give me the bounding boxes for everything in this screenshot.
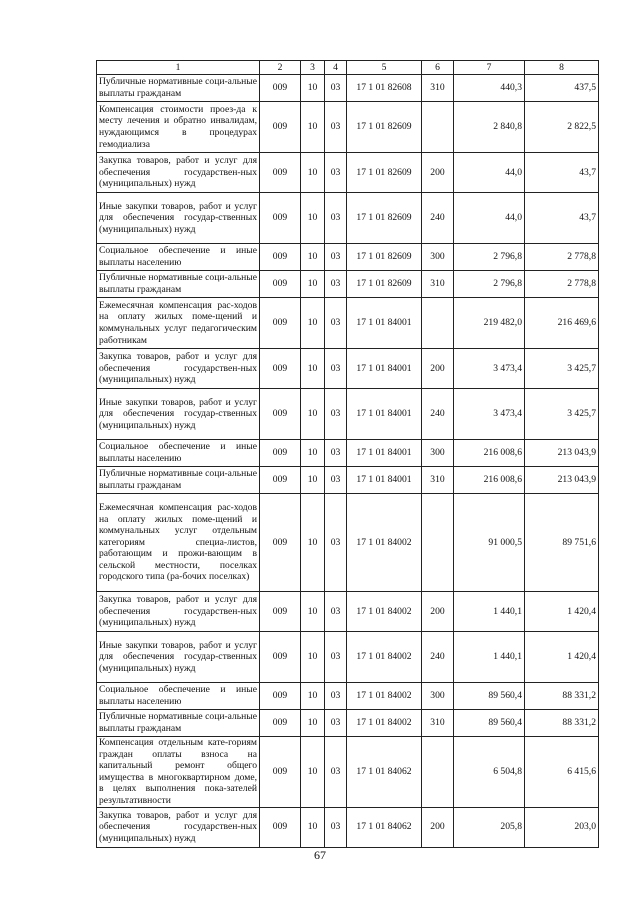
section-code-cell: 009 [260, 632, 301, 683]
expense-type-cell: 300 [422, 440, 454, 467]
expense-type-cell: 200 [422, 807, 454, 847]
row-name-cell: Иные закупки товаров, работ и услуг для обеспечения государ-ственных (муниципальных) нужд [97, 193, 260, 244]
subsection-cell: 03 [325, 494, 347, 592]
amount-actual-cell: 89 751,6 [525, 494, 599, 592]
amount-planned-cell: 216 008,6 [454, 467, 525, 494]
amount-actual-cell: 437,5 [525, 75, 599, 102]
table-row [97, 632, 599, 683]
amount-planned-cell: 3 473,4 [454, 389, 525, 440]
subsection-cell: 03 [325, 102, 347, 153]
subsection-cell: 03 [325, 440, 347, 467]
header-cell: 2 [260, 61, 301, 75]
row-name-cell: Публичные нормативные соци-альные выплаты гражданам [97, 75, 260, 102]
section-cell: 10 [301, 440, 325, 467]
target-article-cell: 17 1 01 84002 [347, 632, 422, 683]
target-article-cell: 17 1 01 84001 [347, 349, 422, 389]
row-name-cell: Публичные нормативные соци-альные выплаты гражданам [97, 271, 260, 298]
row-name-cell: Закупка товаров, работ и услуг для обеспечения государствен-ных (муниципальных) нужд [97, 807, 260, 847]
target-article-cell: 17 1 01 82608 [347, 75, 422, 102]
amount-planned-cell: 1 440,1 [454, 592, 525, 632]
section-code-cell: 009 [260, 440, 301, 467]
amount-planned-cell: 2 840,8 [454, 102, 525, 153]
expense-type-cell: 240 [422, 389, 454, 440]
row-name-cell: Ежемесячная компенсация рас-ходов на оплату жилых поме-щений и коммунальных услуг педагогическим работникам [97, 298, 260, 349]
section-code-cell: 009 [260, 193, 301, 244]
section-cell: 10 [301, 389, 325, 440]
amount-actual-cell: 213 043,9 [525, 467, 599, 494]
target-article-cell: 17 1 01 84001 [347, 389, 422, 440]
row-name-cell: Компенсация стоимости проез-да к месту лечения и обратно инвалидам, нуждающимся в процедурах гемодиализа [97, 102, 260, 153]
expense-type-cell: 200 [422, 153, 454, 193]
amount-actual-cell: 43,7 [525, 153, 599, 193]
table-row [97, 389, 599, 440]
target-article-cell: 17 1 01 84001 [347, 467, 422, 494]
amount-planned-cell: 1 440,1 [454, 632, 525, 683]
expense-type-cell: 310 [422, 75, 454, 102]
amount-actual-cell: 6 415,6 [525, 737, 599, 808]
row-name-cell: Ежемесячная компенсация рас-ходов на оплату жилых поме-щений и коммунальных услуг отдельным категориям специа-листов, работающим и прожи-вающим в сельской местности, поселках городского типа (ра-бочих поселках) [97, 494, 260, 592]
amount-planned-cell: 2 796,8 [454, 244, 525, 271]
table-row [97, 737, 599, 808]
row-name-cell: Публичные нормативные соци-альные выплаты гражданам [97, 710, 260, 737]
amount-actual-cell: 43,7 [525, 193, 599, 244]
section-code-cell: 009 [260, 592, 301, 632]
section-code-cell: 009 [260, 349, 301, 389]
row-name-cell: Закупка товаров, работ и услуг для обеспечения государствен-ных (муниципальных) нужд [97, 349, 260, 389]
amount-planned-cell: 89 560,4 [454, 710, 525, 737]
row-name-cell: Компенсация отдельным кате-гориям граждан оплаты взноса на капитальный ремонт общего имущества в многоквартирном доме, в целях выполнения пока-зателей результативности [97, 737, 260, 808]
section-cell: 10 [301, 737, 325, 808]
expense-type-cell: 240 [422, 632, 454, 683]
target-article-cell: 17 1 01 84001 [347, 440, 422, 467]
subsection-cell: 03 [325, 193, 347, 244]
subsection-cell: 03 [325, 298, 347, 349]
header-cell: 3 [301, 61, 325, 75]
section-code-cell: 009 [260, 494, 301, 592]
amount-actual-cell: 88 331,2 [525, 710, 599, 737]
subsection-cell: 03 [325, 75, 347, 102]
header-cell: 5 [347, 61, 422, 75]
target-article-cell: 17 1 01 82609 [347, 153, 422, 193]
section-cell: 10 [301, 494, 325, 592]
amount-actual-cell: 2 778,8 [525, 271, 599, 298]
amount-actual-cell: 2 822,5 [525, 102, 599, 153]
table-row [97, 683, 599, 710]
header-cell: 8 [525, 61, 599, 75]
section-code-cell: 009 [260, 683, 301, 710]
section-code-cell: 009 [260, 271, 301, 298]
section-cell: 10 [301, 592, 325, 632]
amount-actual-cell: 2 778,8 [525, 244, 599, 271]
header-cell: 7 [454, 61, 525, 75]
row-name-cell: Закупка товаров, работ и услуг для обеспечения государствен-ных (муниципальных) нужд [97, 153, 260, 193]
section-cell: 10 [301, 102, 325, 153]
table-row [97, 807, 599, 847]
table-row [97, 494, 599, 592]
amount-planned-cell: 91 000,5 [454, 494, 525, 592]
table-row [97, 349, 599, 389]
table-row [97, 298, 599, 349]
table-row [97, 193, 599, 244]
amount-planned-cell: 44,0 [454, 193, 525, 244]
table-row [97, 271, 599, 298]
row-name-cell: Публичные нормативные соци-альные выплаты гражданам [97, 467, 260, 494]
subsection-cell: 03 [325, 592, 347, 632]
expense-type-cell: 310 [422, 710, 454, 737]
section-code-cell: 009 [260, 153, 301, 193]
amount-planned-cell: 216 008,6 [454, 440, 525, 467]
target-article-cell: 17 1 01 82609 [347, 102, 422, 153]
section-cell: 10 [301, 807, 325, 847]
table-row [97, 244, 599, 271]
table-row [97, 75, 599, 102]
amount-planned-cell: 205,8 [454, 807, 525, 847]
amount-planned-cell: 6 504,8 [454, 737, 525, 808]
table-row [97, 592, 599, 632]
subsection-cell: 03 [325, 737, 347, 808]
target-article-cell: 17 1 01 82609 [347, 244, 422, 271]
table-row [97, 153, 599, 193]
expense-type-cell [422, 494, 454, 592]
target-article-cell: 17 1 01 82609 [347, 271, 422, 298]
amount-actual-cell: 203,0 [525, 807, 599, 847]
section-cell: 10 [301, 349, 325, 389]
row-name-cell: Социальное обеспечение и иные выплаты населению [97, 683, 260, 710]
expense-type-cell: 240 [422, 193, 454, 244]
amount-actual-cell: 3 425,7 [525, 349, 599, 389]
row-name-cell: Иные закупки товаров, работ и услуг для обеспечения государ-ственных (муниципальных) нужд [97, 389, 260, 440]
section-cell: 10 [301, 632, 325, 683]
target-article-cell: 17 1 01 82609 [347, 193, 422, 244]
section-cell: 10 [301, 244, 325, 271]
amount-actual-cell: 1 420,4 [525, 632, 599, 683]
section-cell: 10 [301, 193, 325, 244]
header-cell: 6 [422, 61, 454, 75]
expense-type-cell: 310 [422, 467, 454, 494]
amount-actual-cell: 1 420,4 [525, 592, 599, 632]
section-cell: 10 [301, 683, 325, 710]
row-name-cell: Социальное обеспечение и иные выплаты населению [97, 440, 260, 467]
section-code-cell: 009 [260, 389, 301, 440]
expense-type-cell: 300 [422, 244, 454, 271]
table-row [97, 467, 599, 494]
amount-planned-cell: 3 473,4 [454, 349, 525, 389]
amount-planned-cell: 44,0 [454, 153, 525, 193]
section-code-cell: 009 [260, 807, 301, 847]
page-number: 67 [314, 848, 326, 862]
expense-type-cell: 200 [422, 349, 454, 389]
expense-type-cell: 200 [422, 592, 454, 632]
subsection-cell: 03 [325, 807, 347, 847]
target-article-cell: 17 1 01 84002 [347, 592, 422, 632]
table-row [97, 102, 599, 153]
amount-planned-cell: 89 560,4 [454, 683, 525, 710]
subsection-cell: 03 [325, 389, 347, 440]
amount-actual-cell: 216 469,6 [525, 298, 599, 349]
row-name-cell: Иные закупки товаров, работ и услуг для обеспечения государ-ственных (муниципальных) нужд [97, 632, 260, 683]
expense-type-cell [422, 737, 454, 808]
header-cell: 4 [325, 61, 347, 75]
subsection-cell: 03 [325, 349, 347, 389]
target-article-cell: 17 1 01 84002 [347, 683, 422, 710]
subsection-cell: 03 [325, 467, 347, 494]
table-row [97, 710, 599, 737]
expense-type-cell: 300 [422, 683, 454, 710]
section-cell: 10 [301, 153, 325, 193]
target-article-cell: 17 1 01 84002 [347, 494, 422, 592]
subsection-cell: 03 [325, 683, 347, 710]
section-code-cell: 009 [260, 244, 301, 271]
row-name-cell: Социальное обеспечение и иные выплаты населению [97, 244, 260, 271]
subsection-cell: 03 [325, 271, 347, 298]
target-article-cell: 17 1 01 84062 [347, 807, 422, 847]
amount-actual-cell: 3 425,7 [525, 389, 599, 440]
section-code-cell: 009 [260, 298, 301, 349]
header-row [97, 61, 599, 75]
table-row [97, 440, 599, 467]
section-cell: 10 [301, 710, 325, 737]
amount-planned-cell: 219 482,0 [454, 298, 525, 349]
budget-table [96, 60, 599, 848]
amount-planned-cell: 2 796,8 [454, 271, 525, 298]
expense-type-cell [422, 102, 454, 153]
subsection-cell: 03 [325, 710, 347, 737]
section-code-cell: 009 [260, 737, 301, 808]
amount-actual-cell: 88 331,2 [525, 683, 599, 710]
subsection-cell: 03 [325, 632, 347, 683]
amount-planned-cell: 440,3 [454, 75, 525, 102]
section-code-cell: 009 [260, 710, 301, 737]
target-article-cell: 17 1 01 84062 [347, 737, 422, 808]
section-cell: 10 [301, 75, 325, 102]
row-name-cell: Закупка товаров, работ и услуг для обеспечения государствен-ных (муниципальных) нужд [97, 592, 260, 632]
expense-type-cell [422, 298, 454, 349]
section-cell: 10 [301, 467, 325, 494]
subsection-cell: 03 [325, 244, 347, 271]
header-cell: 1 [97, 61, 260, 75]
target-article-cell: 17 1 01 84001 [347, 298, 422, 349]
target-article-cell: 17 1 01 84002 [347, 710, 422, 737]
section-code-cell: 009 [260, 467, 301, 494]
section-code-cell: 009 [260, 102, 301, 153]
subsection-cell: 03 [325, 153, 347, 193]
section-cell: 10 [301, 271, 325, 298]
section-cell: 10 [301, 298, 325, 349]
section-code-cell: 009 [260, 75, 301, 102]
expense-type-cell: 310 [422, 271, 454, 298]
amount-actual-cell: 213 043,9 [525, 440, 599, 467]
